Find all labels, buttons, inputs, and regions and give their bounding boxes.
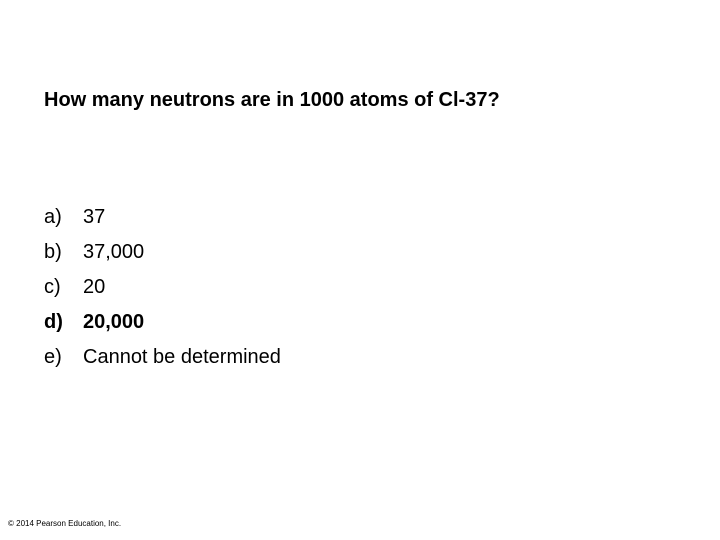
choice-d	[44, 308, 281, 336]
choice-b	[44, 238, 281, 266]
choice-letter: a)	[44, 206, 62, 228]
choice-letter: e)	[44, 346, 62, 368]
choice-c	[44, 273, 281, 301]
copyright-footer: © 2014 Pearson Education, Inc.	[8, 519, 122, 528]
choice-a	[44, 203, 281, 231]
choice-e	[44, 343, 281, 371]
choice-letter: b)	[44, 241, 62, 263]
choice-letter: c)	[44, 276, 61, 298]
choice-text: 37	[83, 206, 106, 228]
choice-text: Cannot be determined	[83, 346, 281, 368]
answer-choices-list	[44, 203, 281, 378]
question-text: How many neutrons are in 1000 atoms of Cl-37?	[44, 89, 500, 111]
choice-letter: d)	[44, 311, 63, 333]
choice-text: 37,000	[83, 241, 145, 263]
choice-text: 20,000	[83, 311, 145, 333]
choice-text: 20	[83, 276, 106, 298]
